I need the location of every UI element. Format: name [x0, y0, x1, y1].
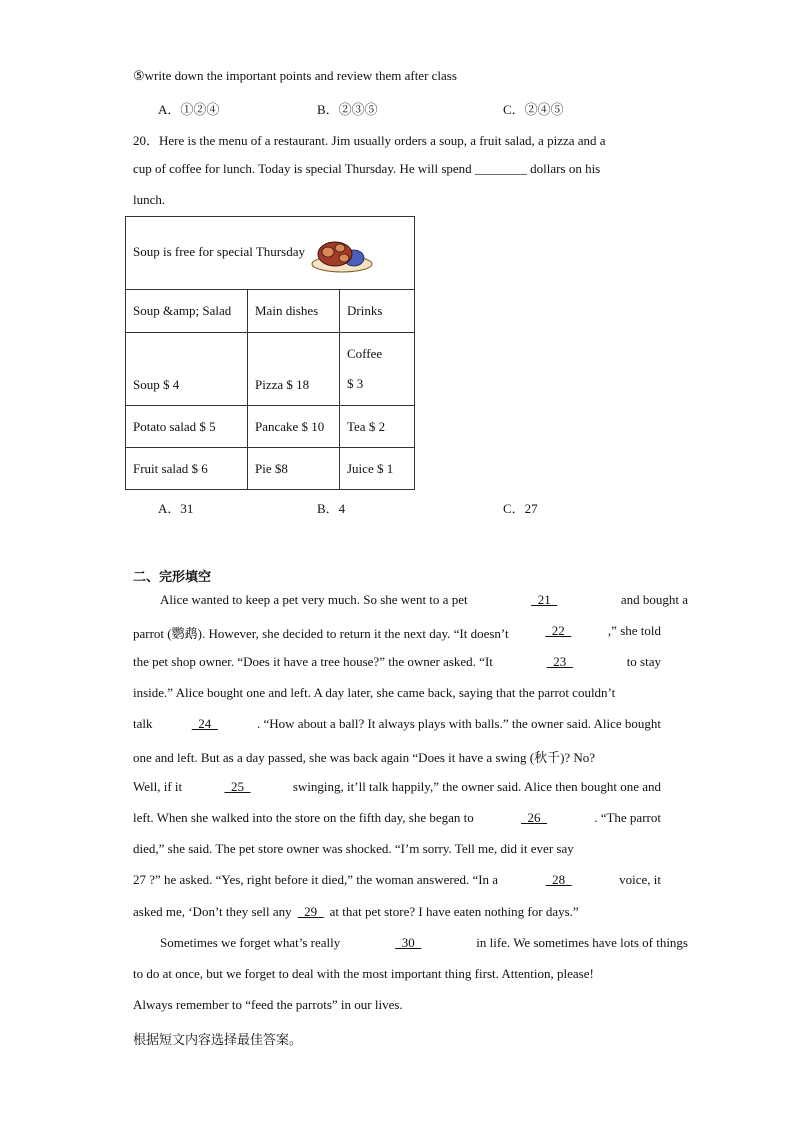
blank-21: 21	[531, 592, 558, 607]
q20-line-1: 20．Here is the menu of a restaurant. Jim usually orders a soup, a fruit salad, a pizza and a	[133, 133, 606, 148]
blank-22: 22	[545, 623, 572, 638]
menu-cell	[340, 333, 415, 406]
passage-line: left. When she walked into the store on the fifth day, she began to 26 . “The parrot	[133, 810, 661, 825]
passage-line: to do at once, but we forget to deal with the most important thing first. Attention, please!	[133, 966, 594, 981]
blank-24: 24	[191, 716, 218, 731]
menu-table	[125, 216, 415, 490]
passage-line: 27 ?” he asked. “Yes, right before it died,” the woman answered. “In a 28 voice, it	[133, 872, 661, 887]
passage-line: the pet shop owner. “Does it have a tree house?” the owner asked. “It 23 to stay	[133, 654, 661, 669]
q19-item-5: ⑤write down the important points and review them after class	[133, 68, 457, 83]
q20-line-2: cup of coffee for lunch. Today is special Thursday. He will spend ________ dollars on his	[133, 161, 601, 176]
passage-line: Sometimes we forget what’s really 30 in life. We sometimes have lots of things	[160, 935, 688, 950]
menu-cell: Soup $ 4	[126, 333, 248, 406]
food-image	[310, 232, 374, 274]
section-title: 二、完形填空	[133, 570, 212, 585]
blank-29: 29	[297, 904, 324, 919]
menu-cell: Pizza $ 18	[248, 333, 340, 406]
blank-26: 26	[521, 810, 547, 825]
passage-line: talk 24 . “How about a ball? It always plays with balls.” the owner said. Alice bought	[133, 716, 661, 731]
menu-header-text: Soup is free for special Thursday	[133, 243, 305, 259]
column-header-soup-salad: Soup &amp; Salad	[126, 290, 248, 333]
blank-23: 23	[546, 654, 573, 669]
menu-cell: Pie $8	[248, 448, 340, 490]
column-header-drinks: Drinks	[340, 290, 415, 333]
q20-option-c: C．27	[503, 501, 538, 516]
blank-28: 28	[545, 872, 572, 887]
q19-option-a: A．①②④	[158, 102, 220, 117]
menu-cell: Tea $ 2	[340, 406, 415, 448]
menu-cell-line: Coffee	[347, 346, 383, 361]
blank-30: 30	[395, 935, 422, 950]
blank-25: 25	[224, 779, 251, 794]
q19-option-b: B．②③⑤	[317, 102, 378, 117]
passage-line: one and left. But as a day passed, she was back again “Does it have a swing (秋千)? No?	[133, 750, 596, 765]
q19-option-c: C．②④⑤	[503, 102, 564, 117]
passage-line: Well, if it 25 swinging, it’ll talk happily,” the owner said. Alice then bought one and	[133, 779, 661, 794]
menu-cell: Pancake $ 10	[248, 406, 340, 448]
passage-line: asked me, ‘Don’t they sell any 29 at that pet store? I have eaten nothing for days.”	[133, 904, 579, 919]
blank-27-segment: 27 ?” he asked. “Yes, right before it died,” the woman answered. “In a	[133, 872, 499, 887]
menu-cell: Fruit salad $ 6	[126, 448, 248, 490]
q20-option-b: B．4	[317, 501, 346, 516]
menu-cell: Juice $ 1	[340, 448, 415, 490]
menu-cell-line: $ 3	[347, 376, 364, 391]
passage-line: parrot (鹦鹉). However, she decided to return it the next day. “It doesn’t 22 ,” she told	[133, 623, 661, 641]
passage-line: died,” she said. The pet store owner was shocked. “I’m sorry. Tell me, did it ever say	[133, 841, 574, 856]
passage-line: inside.” Alice bought one and left. A day later, she came back, saying that the parrot couldn’t	[133, 685, 616, 700]
passage-line: Alice wanted to keep a pet very much. So she went to a pet 21 and bought a	[160, 592, 688, 607]
q20-option-a: A．31	[158, 501, 194, 516]
menu-cell: Potato salad $ 5	[126, 406, 248, 448]
menu-header-cell	[126, 217, 415, 290]
q20-line-3: lunch.	[133, 192, 166, 207]
column-header-main-dishes: Main dishes	[248, 290, 340, 333]
passage-line: Always remember to “feed the parrots” in our lives.	[133, 997, 403, 1012]
instruction: 根据短文内容选择最佳答案。	[133, 1033, 303, 1048]
